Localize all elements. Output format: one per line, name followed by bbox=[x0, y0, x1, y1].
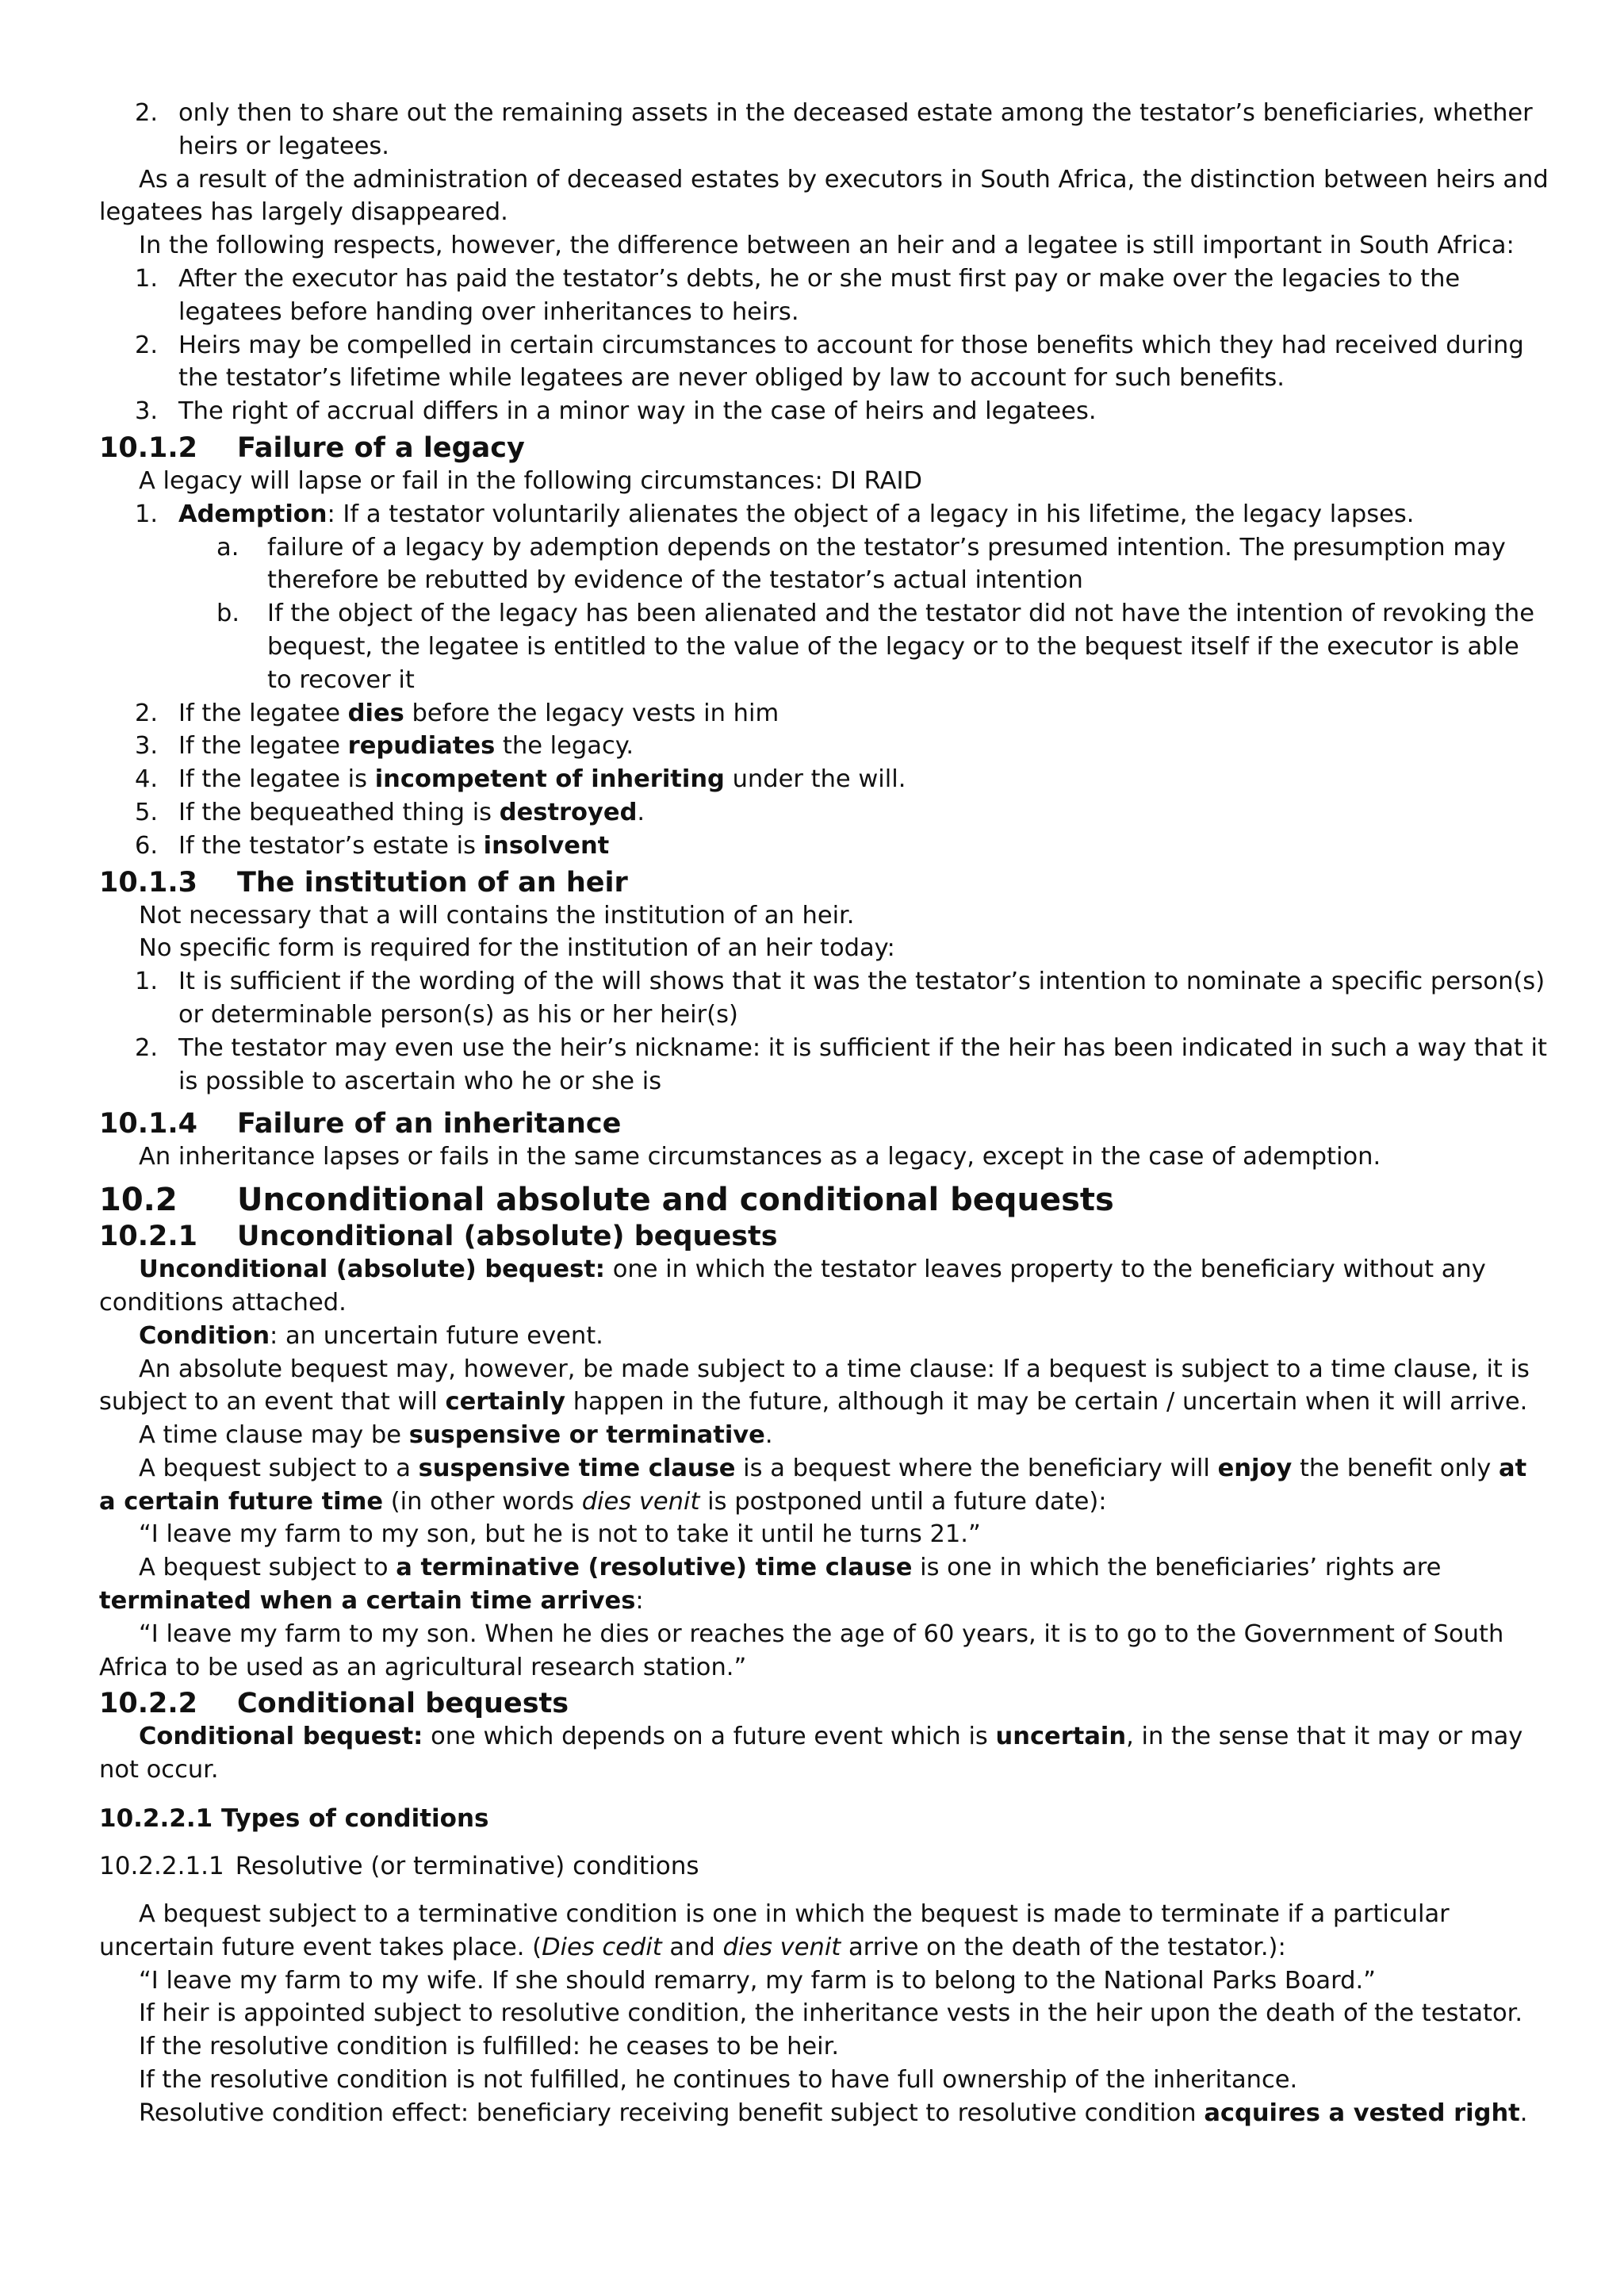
list-number: 2. bbox=[135, 699, 159, 727]
text: one which depends on a future event which is bbox=[423, 1723, 996, 1751]
list-item bbox=[99, 763, 1550, 796]
paragraph: If the resolutive condition is not fulfilled, he continues to have full ownership of the inheritance. bbox=[139, 2066, 1298, 2095]
text: is a bequest where the beneficiary will bbox=[735, 1454, 1218, 1482]
term: Unconditional (absolute) bequest: bbox=[139, 1255, 606, 1284]
paragraph-condition bbox=[99, 1320, 1550, 1353]
text: (in other words bbox=[383, 1487, 582, 1516]
sublist-item bbox=[99, 531, 1550, 598]
list-item bbox=[99, 263, 1550, 329]
list-item bbox=[99, 329, 1550, 396]
bold-text: certainly bbox=[445, 1388, 566, 1416]
list-bold: insolvent bbox=[483, 831, 610, 860]
text: A bequest subject to a bbox=[139, 1454, 419, 1482]
list-number: 1. bbox=[135, 968, 159, 996]
text: is one in which the beneficiaries’ rights are bbox=[912, 1554, 1442, 1582]
list-number: 1. bbox=[135, 264, 159, 293]
list-number: 5. bbox=[135, 798, 159, 826]
bold-text: a terminative (resolutive) time clause bbox=[396, 1554, 913, 1582]
text: one in which the testator leaves property to the beneficiary without any conditions attached. bbox=[99, 1255, 1486, 1317]
list-text: : If a testator voluntarily alienates the object of a legacy in his lifetime, the legacy lapses. bbox=[327, 500, 1415, 528]
text: . bbox=[764, 1421, 773, 1450]
paragraph: Not necessary that a will contains the institution of an heir. bbox=[139, 901, 855, 930]
section-number: 10.2.2.1.1 bbox=[99, 1852, 224, 1881]
italic-text: dies venit bbox=[581, 1487, 700, 1516]
text: A time clause may be bbox=[139, 1421, 409, 1450]
list-text: After the executor has paid the testator’s debts, he or she must first pay or make over the legacies to the legatees before handing over inheritances to heirs. bbox=[178, 264, 1461, 326]
list-number: 2. bbox=[135, 331, 159, 359]
paragraph: If heir is appointed subject to resolutive condition, the inheritance vests in the heir upon the death of the testator. bbox=[139, 1999, 1523, 2028]
section-title: Conditional bequests bbox=[237, 1688, 569, 1720]
italic-text: Dies cedit bbox=[542, 1933, 662, 1961]
list-text: If the legatee is bbox=[178, 765, 375, 794]
document-page bbox=[99, 97, 1550, 2130]
section-heading-10-2-2-1-1 bbox=[99, 1850, 1550, 1882]
paragraph-distinction: As a result of the administration of deceased estates by executors in South Africa, the distinction between heirs and legatees has largely disappeared. bbox=[99, 165, 1549, 227]
list-bold: dies bbox=[347, 699, 404, 727]
list-item bbox=[99, 97, 1550, 163]
paragraph-effect bbox=[99, 2097, 1550, 2130]
sublist-letter: b. bbox=[216, 600, 240, 628]
list-item bbox=[99, 1032, 1550, 1098]
list-bold: incompetent of inheriting bbox=[374, 765, 725, 794]
list-text: If the legatee bbox=[178, 732, 348, 761]
list-number: 4. bbox=[135, 765, 159, 794]
section-title: The institution of an heir bbox=[237, 866, 628, 899]
paragraph-suspensive bbox=[99, 1452, 1550, 1519]
list-number: 2. bbox=[135, 1033, 159, 1062]
section-heading-10-2-2-1: 10.2.2.1 Types of conditions bbox=[99, 1804, 489, 1834]
text: . bbox=[1519, 2099, 1528, 2127]
sublist-text: If the object of the legacy has been alienated and the testator did not have the intention of revoking the bequest, the legatee is entitled to the value of the legacy or to the bequest itself if the executor is able to recover it bbox=[267, 600, 1534, 694]
list-text: only then to share out the remaining assets in the deceased estate among the testator’s beneficiaries, whether heirs or legatees. bbox=[178, 99, 1533, 160]
text: A bequest subject to a terminative condition is one in which the bequest is made to terminate if a particular uncertain future event takes place. ( bbox=[99, 1900, 1450, 1961]
list-text: under the will. bbox=[724, 765, 906, 794]
italic-text: dies venit bbox=[722, 1933, 841, 1961]
sublist-item bbox=[99, 597, 1550, 696]
section-title: Unconditional absolute and conditional bequests bbox=[237, 1182, 1114, 1219]
section-number: 10.1.3 bbox=[99, 866, 198, 899]
sublist-text: failure of a legacy by ademption depends on the testator’s presumed intention. The presumption may therefore be rebutted by evidence of the testator’s actual intention bbox=[267, 533, 1506, 595]
section-heading-10-1-4 bbox=[99, 1107, 1550, 1140]
bold-text: at a certain future time bbox=[99, 1454, 1527, 1516]
list-item bbox=[99, 830, 1550, 863]
bold-text: acquires a vested right bbox=[1204, 2099, 1520, 2127]
term: Condition bbox=[139, 1321, 270, 1350]
list-item bbox=[99, 965, 1550, 1032]
bold-text: suspensive time clause bbox=[418, 1454, 736, 1482]
list-text: . bbox=[637, 798, 645, 826]
paragraph-definition bbox=[99, 1253, 1550, 1320]
section-title: Resolutive (or terminative) conditions bbox=[235, 1852, 699, 1881]
section-number: 10.1.2 bbox=[99, 431, 198, 464]
paragraph-legacy-intro: A legacy will lapse or fail in the following circumstances: DI RAID bbox=[139, 466, 922, 495]
bold-text: suspensive or terminative bbox=[408, 1421, 765, 1450]
paragraph-time-clause bbox=[99, 1353, 1550, 1420]
section-heading-10-2-2 bbox=[99, 1687, 1550, 1720]
list-text: If the testator’s estate is bbox=[178, 831, 484, 860]
list-text: If the legatee bbox=[178, 699, 348, 727]
legacy-failure-list-cont bbox=[99, 697, 1550, 863]
list-number: 3. bbox=[135, 397, 159, 426]
list-text: If the bequeathed thing is bbox=[178, 798, 500, 826]
text: : an uncertain future event. bbox=[270, 1321, 603, 1350]
list-number: 2. bbox=[135, 99, 159, 127]
list-number: 6. bbox=[135, 831, 159, 860]
ademption-sublist bbox=[99, 531, 1550, 697]
text: , in the sense that it may or may not occur. bbox=[99, 1723, 1523, 1784]
paragraph-clause-types bbox=[99, 1419, 1550, 1452]
paragraph: An inheritance lapses or fails in the same circumstances as a legacy, except in the case of ademption. bbox=[139, 1143, 1381, 1171]
list-bold: destroyed bbox=[499, 798, 638, 826]
section-number: 10.2.1 bbox=[99, 1221, 198, 1253]
paragraph-definition bbox=[99, 1720, 1550, 1787]
text: Resolutive condition effect: beneficiary receiving benefit subject to resolutive condition bbox=[139, 2099, 1205, 2127]
text: happen in the future, although it may be certain / uncertain when it will arrive. bbox=[565, 1388, 1528, 1416]
section-number: 10.2 bbox=[99, 1182, 178, 1219]
paragraph: No specific form is required for the institution of an heir today: bbox=[139, 934, 895, 963]
list-text: before the legacy vests in him bbox=[404, 699, 779, 727]
intro-list bbox=[99, 97, 1550, 163]
bold-text: enjoy bbox=[1217, 1454, 1293, 1482]
text: and bbox=[661, 1933, 723, 1961]
legacy-failure-list bbox=[99, 498, 1550, 531]
paragraph: If the resolutive condition is fulfilled: he ceases to be heir. bbox=[139, 2033, 840, 2061]
paragraph-resolutive bbox=[99, 1898, 1550, 1964]
quote: “I leave my farm to my son, but he is not to take it until he turns 21.” bbox=[139, 1520, 981, 1549]
text: A bequest subject to bbox=[139, 1554, 396, 1582]
section-title: Unconditional (absolute) bequests bbox=[237, 1221, 778, 1253]
text: is postponed until a future date): bbox=[699, 1487, 1107, 1516]
list-text: The testator may even use the heir’s nickname: it is sufficient if the heir has been indicated in such a way that it is possible to ascertain who he or she is bbox=[178, 1033, 1547, 1095]
list-item bbox=[99, 796, 1550, 830]
list-text: the legacy. bbox=[495, 732, 634, 761]
list-text: Heirs may be compelled in certain circumstances to account for those benefits which they had received during the testator’s lifetime while legatees are never obliged by law to account for such benefits. bbox=[178, 331, 1524, 393]
list-text: The right of accrual differs in a minor way in the case of heirs and legatees. bbox=[178, 397, 1097, 426]
institution-list bbox=[99, 965, 1550, 1098]
list-number: 3. bbox=[135, 732, 159, 761]
text: arrive on the death of the testator.): bbox=[841, 1933, 1286, 1961]
text: : bbox=[635, 1587, 644, 1616]
list-number: 1. bbox=[135, 500, 159, 528]
list-item bbox=[99, 697, 1550, 730]
section-number: 10.2.2 bbox=[99, 1688, 198, 1720]
list-text: It is sufficient if the wording of the will shows that it was the testator’s intention to nominate a specific person(s) or determinable person(s) as his or her heir(s) bbox=[178, 968, 1545, 1029]
section-heading-10-1-2 bbox=[99, 431, 1550, 465]
quote: “I leave my farm to my son. When he dies or reaches the age of 60 years, it is to go to the Government of South Africa to be used as an agricultural research station.” bbox=[99, 1619, 1504, 1681]
quote: “I leave my farm to my wife. If she should remarry, my farm is to belong to the National Parks Board.” bbox=[139, 1966, 1376, 1995]
section-title: Failure of a legacy bbox=[237, 431, 525, 464]
section-heading-10-1-3 bbox=[99, 866, 1550, 899]
section-title: Failure of an inheritance bbox=[237, 1108, 622, 1140]
list-item bbox=[99, 498, 1550, 531]
list-bold: repudiates bbox=[347, 732, 496, 761]
paragraph-respects: In the following respects, however, the difference between an heir and a legatee is still important in South Africa: bbox=[139, 232, 1515, 260]
respects-list bbox=[99, 263, 1550, 428]
section-number: 10.1.4 bbox=[99, 1108, 198, 1140]
text: the benefit only bbox=[1292, 1454, 1500, 1482]
paragraph-terminative bbox=[99, 1551, 1550, 1618]
list-item bbox=[99, 730, 1550, 763]
bold-text: terminated when a certain time arrives bbox=[99, 1587, 636, 1616]
term: Conditional bequest: bbox=[139, 1723, 423, 1751]
list-item bbox=[99, 395, 1550, 428]
bold-text: uncertain bbox=[995, 1723, 1127, 1751]
section-heading-10-2-1 bbox=[99, 1220, 1550, 1253]
section-heading-10-2 bbox=[99, 1182, 1550, 1218]
text: An absolute bequest may, however, be made subject to a time clause: If a bequest is subject to a time clause, it is subject to an event that will bbox=[99, 1355, 1530, 1416]
sublist-letter: a. bbox=[216, 533, 239, 562]
term-ademption: Ademption bbox=[178, 500, 327, 528]
